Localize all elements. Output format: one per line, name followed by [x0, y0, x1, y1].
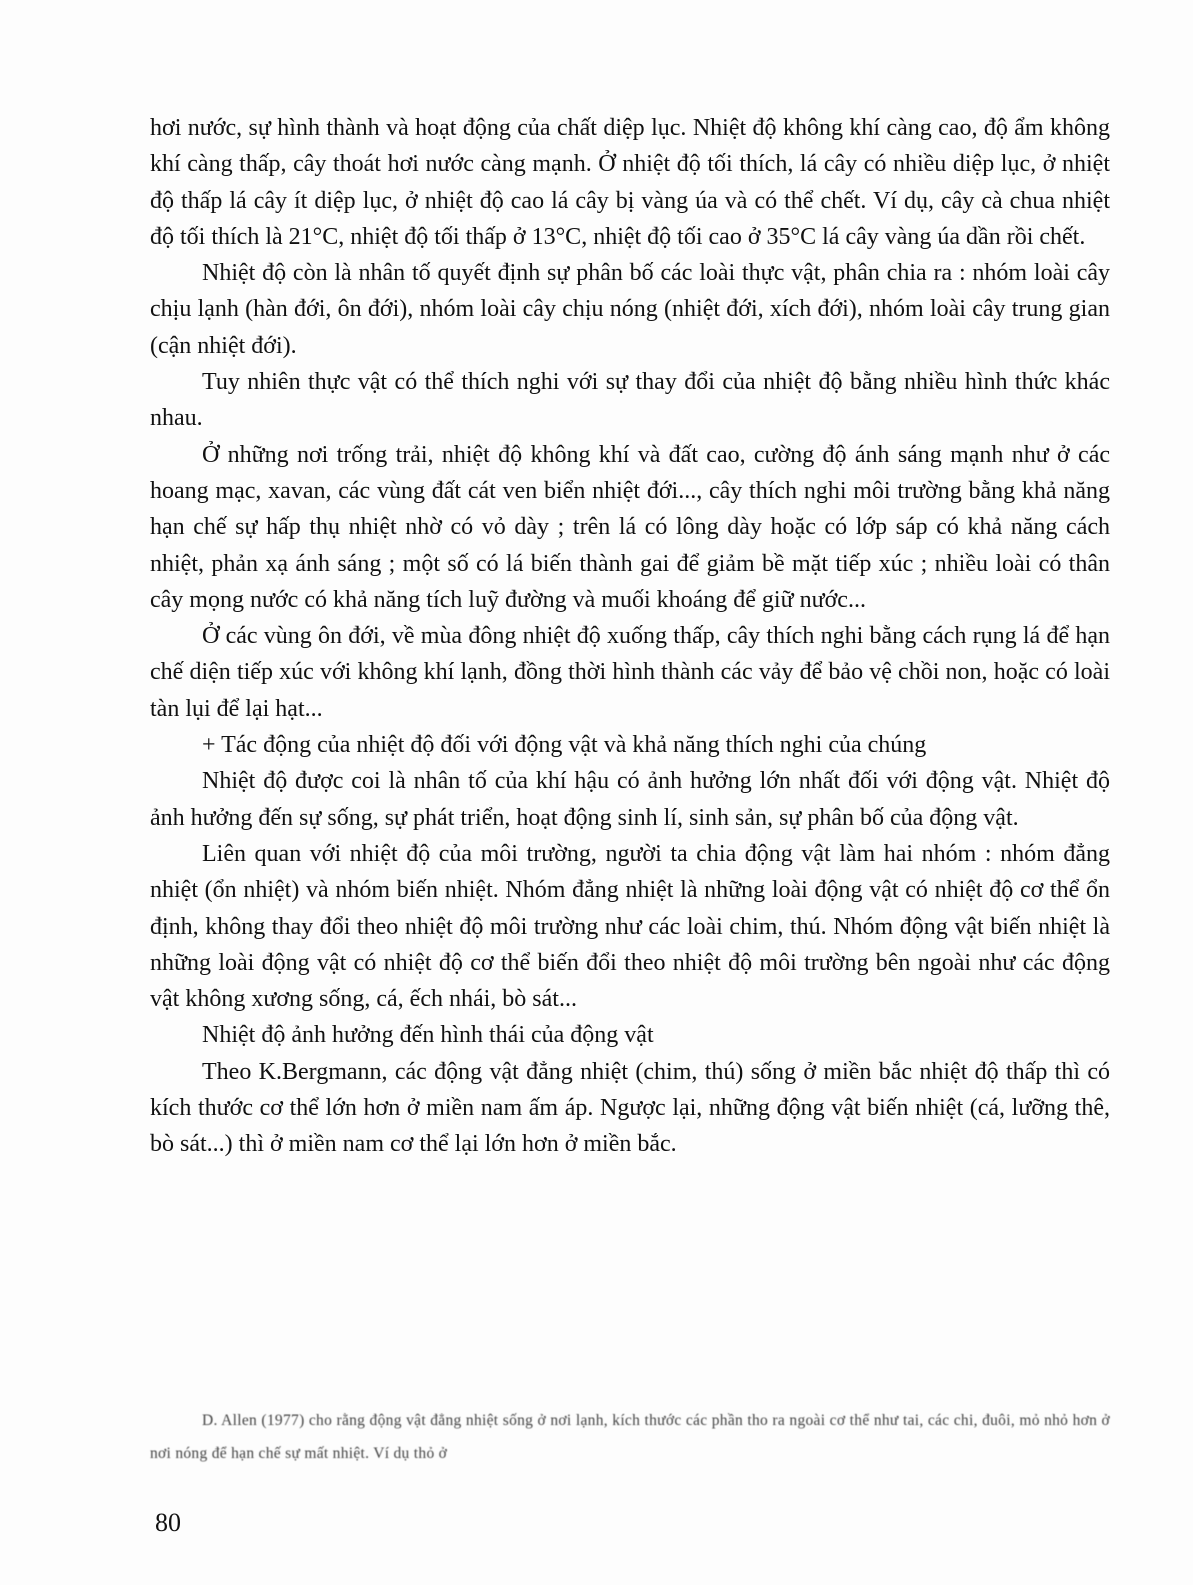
paragraph: Ở những nơi trống trải, nhiệt độ không khí và đất cao, cường độ ánh sáng mạnh như ở các hoang mạc, xavan, các vùng đất cát ven biển nhiệt đới..., cây thích nghi môi trường bằng khả năng hạn chế sự hấp thụ nhiệt nhờ có vỏ dày ; trên lá có lông dày hoặc có lớp sáp có khả năng cách nhiệt, phản xạ ánh sáng ; một số có lá biến thành gai để giảm bề mặt tiếp xúc ; nhiều loài có thân cây mọng nước có khả năng tích luỹ đường và muối khoáng để giữ nước... — [150, 441, 1110, 613]
fine-print-text — [150, 1404, 1110, 1470]
paragraph: Nhiệt độ được coi là nhân tố của khí hậu có ảnh hưởng lớn nhất đối với động vật. Nhiệt độ ảnh hưởng đến sự sống, sự phát triển, hoạt động sinh lí, sinh sản, sự phân bố của động vật. — [150, 768, 1110, 831]
paragraph: Ở các vùng ôn đới, về mùa đông nhiệt độ xuống thấp, cây thích nghi bằng cách rụng lá để hạn chế diện tiếp xúc với không khí lạnh, đồng thời hình thành các vảy để bảo vệ chồi non, hoặc có loài tàn lụi để lại hạt... — [150, 623, 1110, 722]
page-number: 80 — [155, 1508, 181, 1537]
paragraph: Nhiệt độ còn là nhân tố quyết định sự phân bố các loài thực vật, phân chia ra : nhóm loài cây chịu lạnh (hàn đới, ôn đới), nhóm loài cây chịu nóng (nhiệt đới, xích đới), nhóm loài cây trung gian (cận nhiệt đới). — [150, 260, 1110, 359]
body-text — [150, 110, 1110, 1163]
paragraph: Liên quan với nhiệt độ của môi trường, người ta chia động vật làm hai nhóm : nhóm đẳng nhiệt (ổn nhiệt) và nhóm biến nhiệt. Nhóm đẳng nhiệt là những loài động vật có nhiệt độ cơ thể ổn định, không thay đổi theo nhiệt độ môi trường như các loài chim, thú. Nhóm động vật biến nhiệt là những loài động vật có nhiệt độ cơ thể biến đổi theo nhiệt độ môi trường bên ngoài như các động vật không xương sống, cá, ếch nhái, bò sát... — [150, 840, 1110, 1013]
paragraph: Tuy nhiên thực vật có thể thích nghi với sự thay đổi của nhiệt độ bằng nhiều hình thức khác nhau. — [150, 369, 1110, 432]
section-heading: + Tác động của nhiệt độ đối với động vật và khả năng thích nghi của chúng — [202, 732, 927, 759]
fine-print-paragraph: D. Allen (1977) cho rằng động vật đẳng nhiệt sống ở nơi lạnh, kích thước các phần tho ra ngoài cơ thể như tai, các chi, đuôi, mỏ nhỏ hơn ở nơi nóng để hạn chế sự mất nhiệt. Ví dụ thỏ ở — [150, 1412, 1110, 1462]
subheading: Nhiệt độ ảnh hưởng đến hình thái của động vật — [202, 1022, 654, 1049]
paragraph: Theo K.Bergmann, các động vật đẳng nhiệt (chim, thú) sống ở miền bắc nhiệt độ thấp thì có kích thước cơ thể lớn hơn ở miền nam ấm áp. Ngược lại, những động vật biến nhiệt (cá, lưỡng thê, bò sát...) thì ở miền nam cơ thể lại lớn hơn ở miền bắc. — [150, 1058, 1110, 1158]
paragraph: hơi nước, sự hình thành và hoạt động của chất diệp lục. Nhiệt độ không khí càng cao, độ ẩm không khí càng thấp, cây thoát hơi nước càng mạnh. Ở nhiệt độ tối thích, lá cây có nhiều diệp lục, ở nhiệt độ thấp lá cây ít diệp lục, ở nhiệt độ cao lá cây bị vàng úa và có thể chết. Ví dụ, cây cà chua nhiệt độ tối thích là 21°C, nhiệt độ tối thấp ở 13°C, nhiệt độ tối cao ở 35°C lá cây vàng úa dần rồi chết. — [150, 115, 1110, 250]
